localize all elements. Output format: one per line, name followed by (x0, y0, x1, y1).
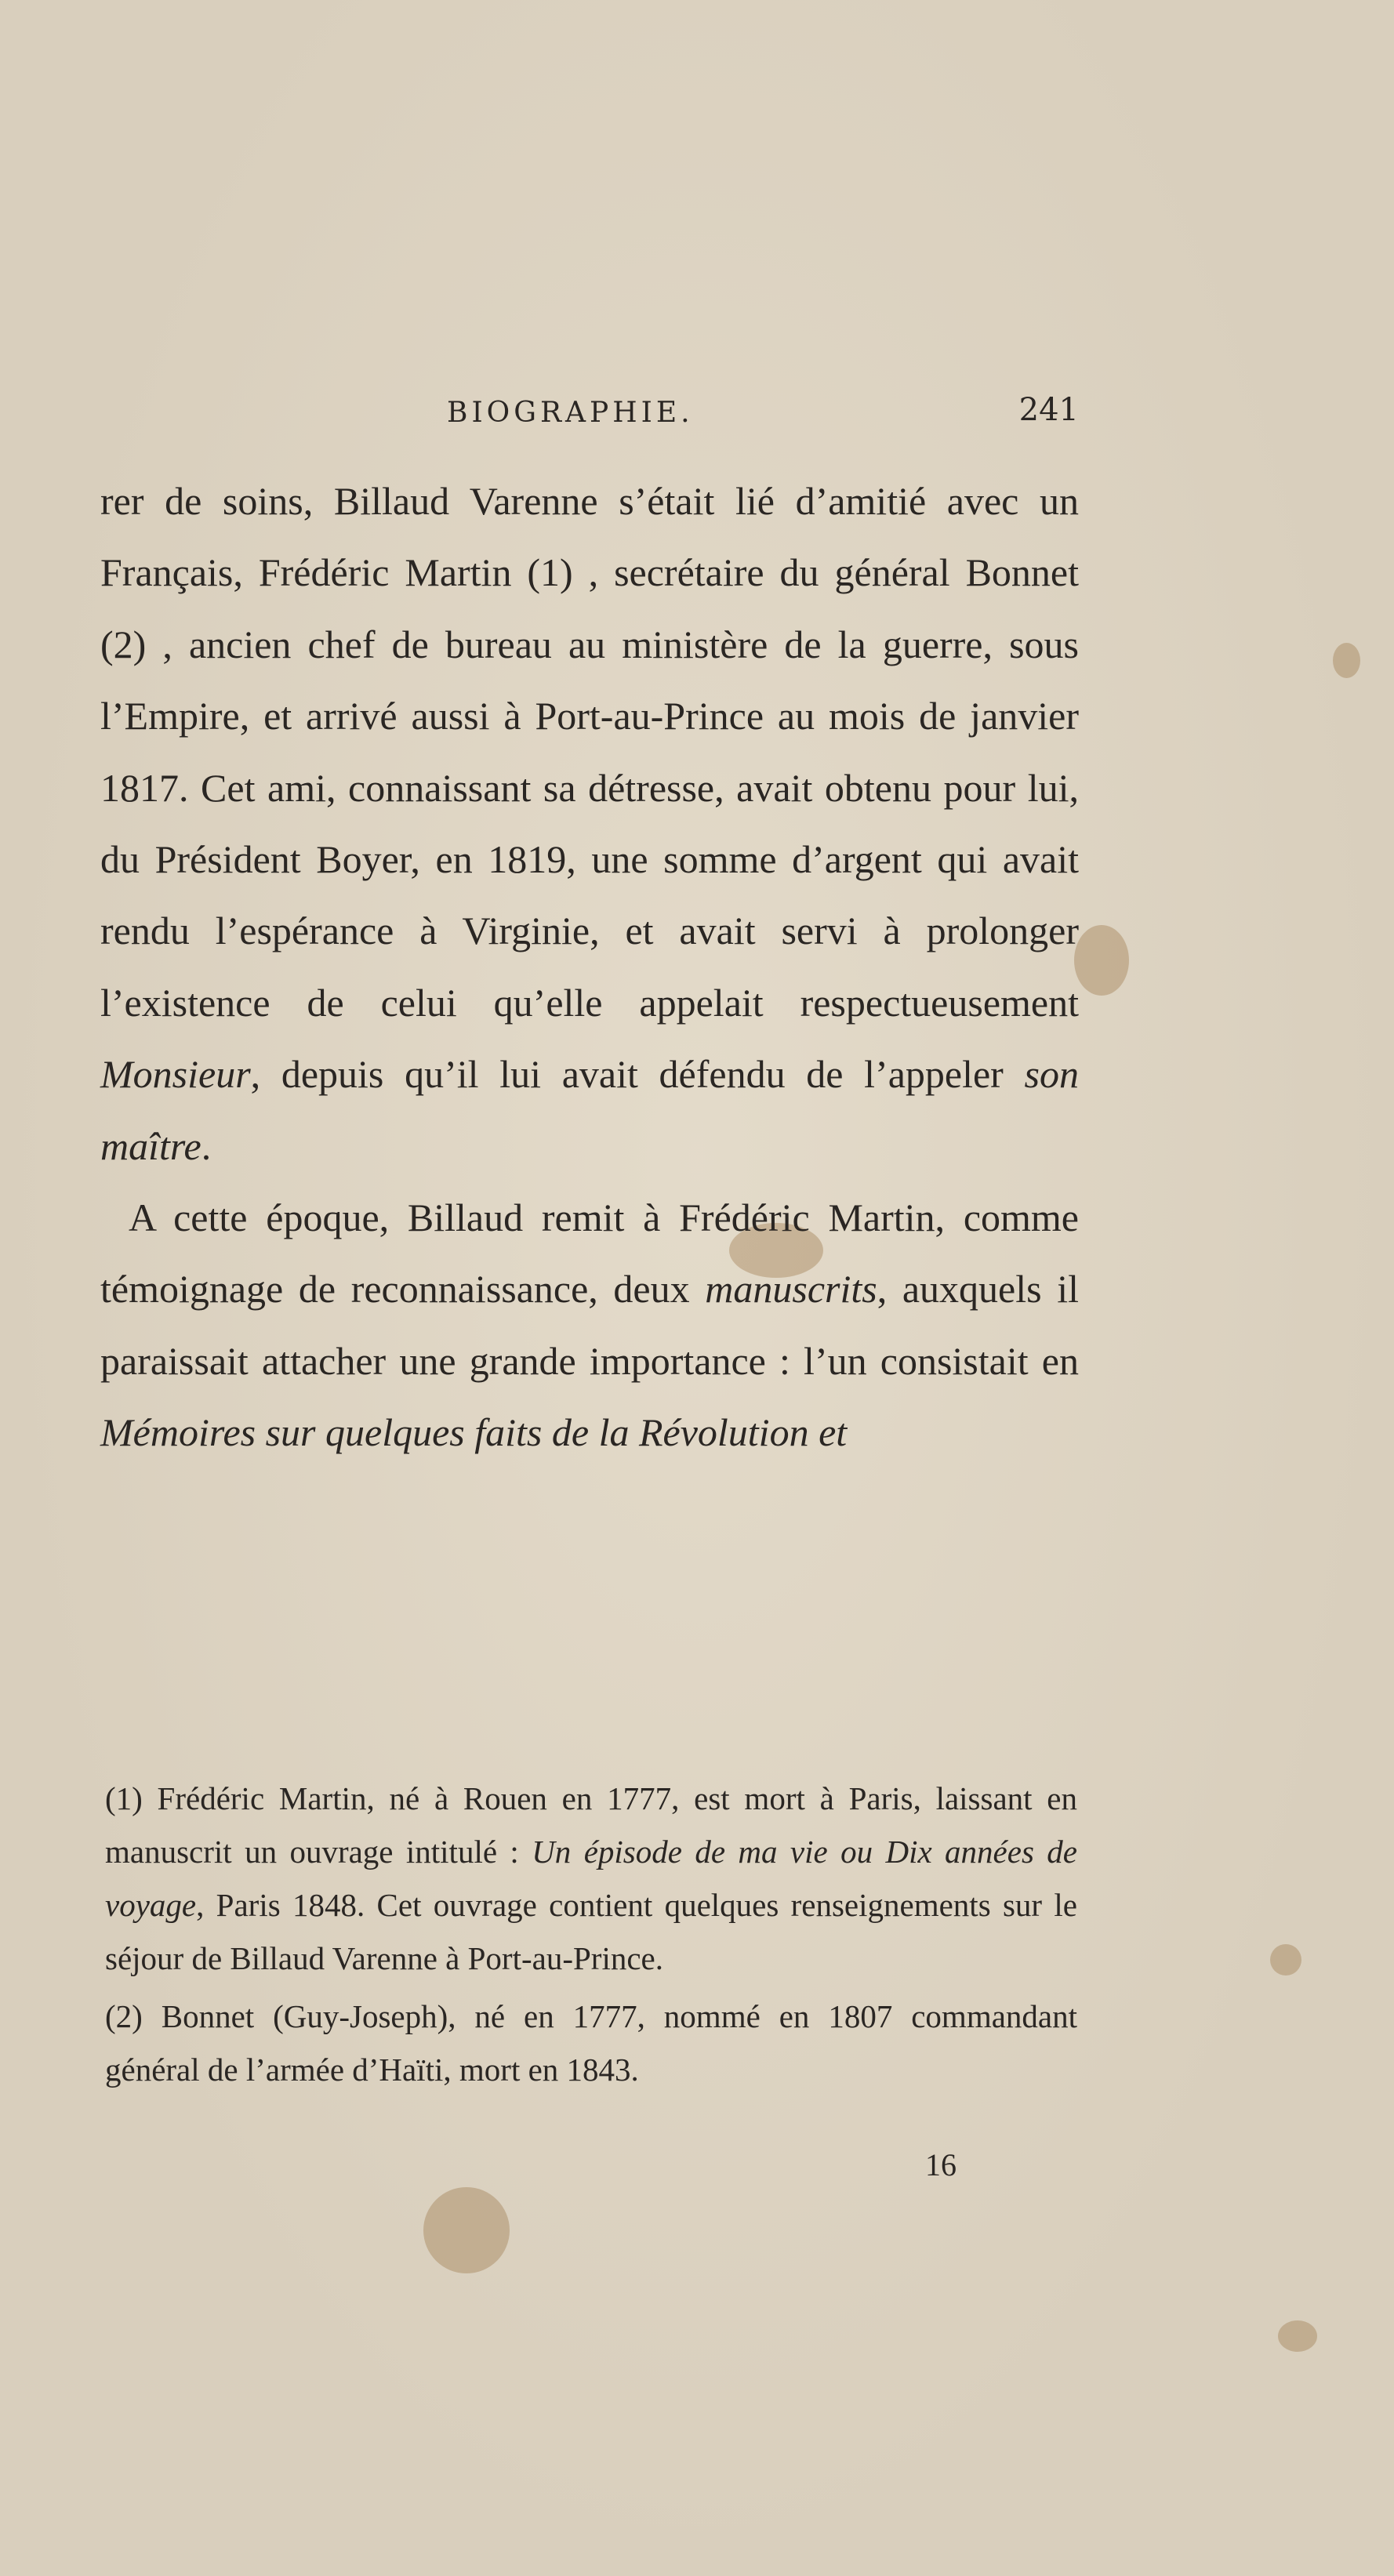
running-title: BIOGRAPHIE. (447, 397, 694, 429)
text-run: . (201, 1123, 212, 1168)
text-run: , depuis qu’il lui avait défendu de l’appeler (250, 1052, 1025, 1097)
italic-run: son maître (100, 1052, 1079, 1168)
text-run: rer de soins, Billaud Varenne s’était lié d’amitié avec un Français, Frédéric Martin (1) , secrétaire du général Bonnet (2) , ancien chef de bureau au ministère de la guerre, sous l’Empire, et arrivé aussi à Port-au-Prince au mois de janvier 1817. Cet ami, connaissant sa détresse, avait obtenu pour lui, du Président Boyer, en 1819, une somme d’argent qui avait rendu l’espérance à Virginie, et avait servi à prolonger l’existence de celui qu’elle appelait respectueusement (100, 479, 1079, 1025)
foxing-stain (1278, 2320, 1317, 2352)
text-run: (1) Frédéric Martin, né à Rouen en 1777, est mort à Paris, laissant en manuscrit un ouvrage intitulé : (105, 1780, 1077, 1870)
paragraph (100, 1182, 1079, 1469)
signature-mark: 16 (925, 2147, 957, 2182)
page-number: 241 (1018, 392, 1079, 428)
foxing-stain (423, 2187, 510, 2273)
italic-run: Monsieur (100, 1052, 251, 1097)
foxing-stain (1333, 643, 1360, 678)
footnote-2 (105, 1990, 1077, 2096)
italic-run: Mémoires sur quelques faits de la Révolution et (100, 1410, 848, 1455)
body-text (100, 466, 1079, 1469)
text-run: A cette époque, Billaud remit à Frédéric Martin, comme témoignage de reconnaissance, deux (100, 1195, 1079, 1312)
footnote-1 (105, 1772, 1077, 1985)
text-run: (2) Bonnet (Guy-Joseph), né en 1777, nommé en 1807 commandant général de l’armée d’Haïti, mort en 1843. (105, 1998, 1077, 2088)
text-run: , Paris 1848. Cet ouvrage contient quelques renseignements sur le séjour de Billaud Varenne à Port-au-Prince. (105, 1887, 1077, 1976)
foxing-stain (1270, 1944, 1301, 1976)
foxing-stain (1074, 925, 1129, 996)
running-header (100, 392, 1079, 447)
text-run: , auxquels il paraissait attacher une grande importance : l’un consistait en (100, 1267, 1079, 1383)
footnotes (105, 1772, 1077, 2096)
italic-run: Un épisode de ma vie ou Dix années de voyage (105, 1834, 1077, 1923)
paragraph (100, 466, 1079, 1182)
italic-run: manuscrits (705, 1267, 877, 1312)
